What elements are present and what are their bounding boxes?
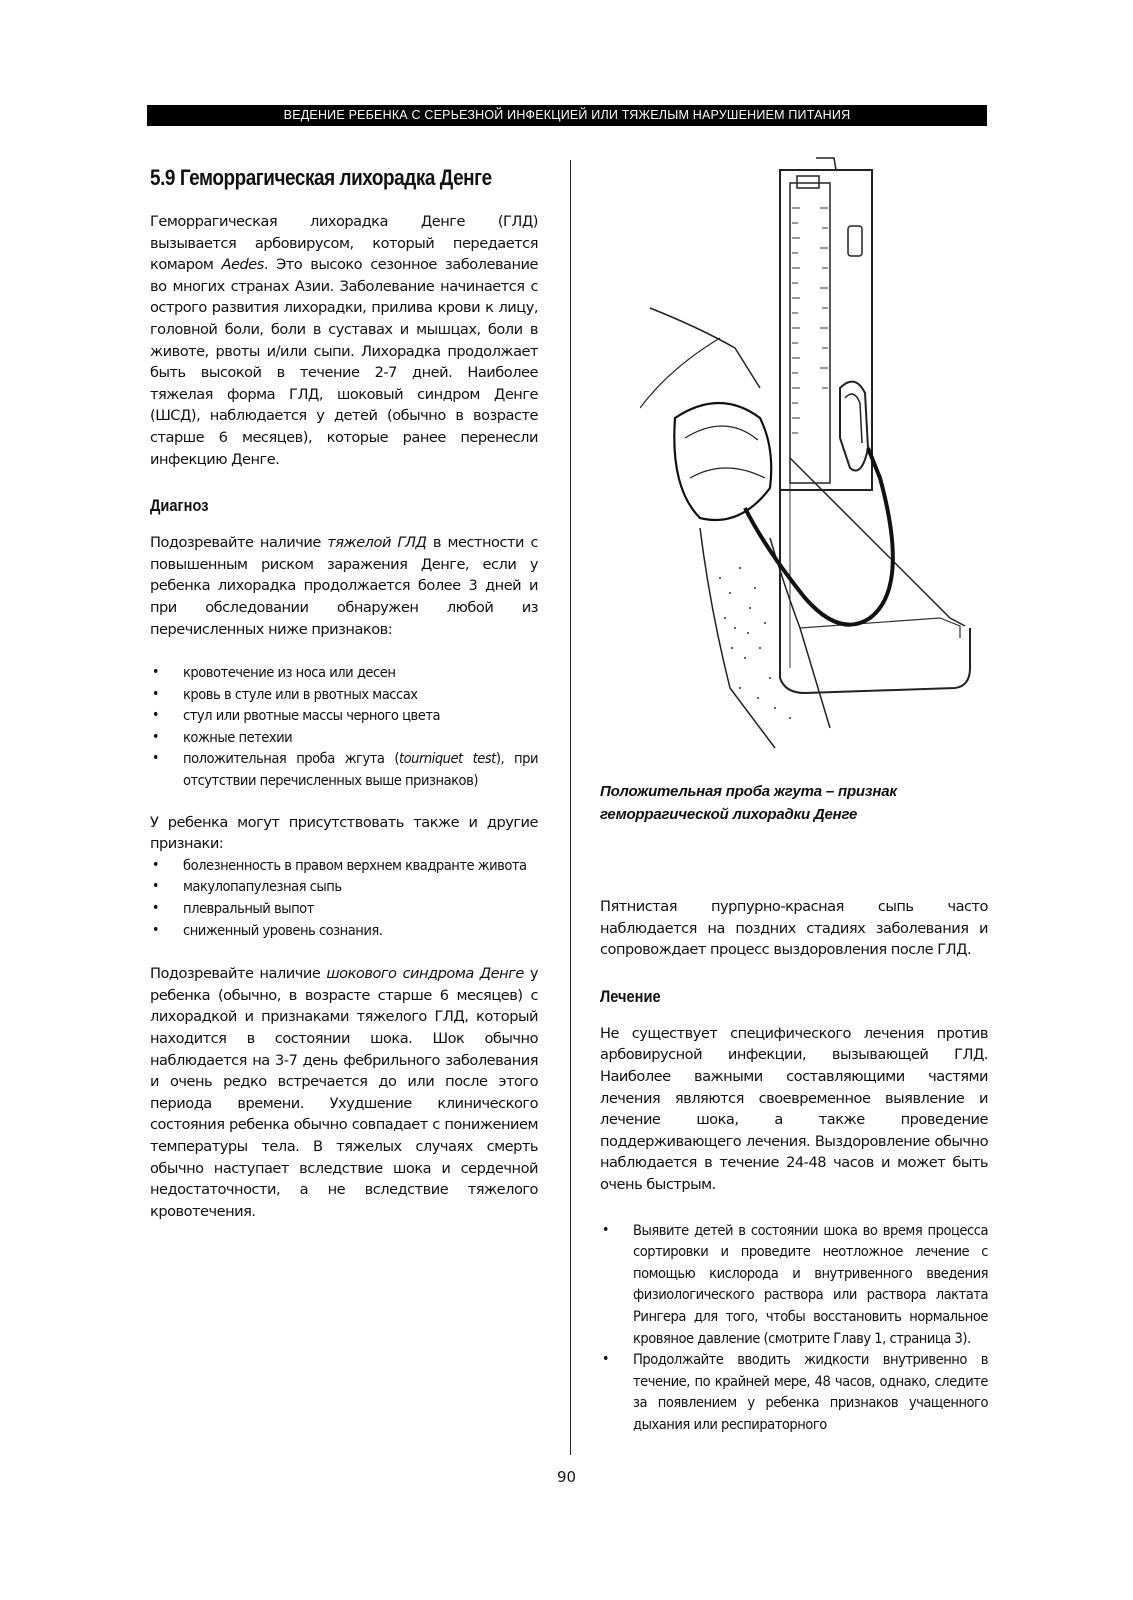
list-item: • макулопапулезная сыпь (150, 876, 538, 898)
left-column (150, 165, 538, 1222)
running-header: ВЕДЕНИЕ РЕБЕНКА С СЕРЬЕЗНОЙ ИНФЕКЦИЕЙ ИЛИ ТЯЖЕЛЫМ НАРУШЕНИЕМ ПИТАНИЯ (147, 105, 987, 126)
right-column (600, 780, 988, 1435)
list-item: • сниженный уровень сознания. (150, 920, 538, 942)
intro-paragraph: Геморрагическая лихорадка Денге (ГЛД) вызывается арбовирусом, который передается комаром Aedes. Это высоко сезонное заболевание во многих странах Азии. Заболевание начинается с острого развития лихорадки, прилива крови к лицу, головной боли, боли в суставах и мышцах, боли в животе, рвоты и/или сыпи. Лихорадка продолжает быть высокой в течение 2-7 дней. Наиболее тяжелая форма ГЛД, шоковый синдром Денге (ШСД), наблюдается у детей (обычно в возрасте старше 6 месяцев), которые ранее перенесли инфекцию Денге. (150, 213, 538, 468)
list-item: • стул или рвотные массы черного цвета (150, 705, 538, 727)
tourniquet-test-illustration (640, 148, 980, 758)
page-number: 90 (556, 1468, 577, 1486)
shock-paragraph: Подозревайте наличие шокового синдрома Денге у ребенка (обычно, в возрасте старше 6 месяцев) с лихорадкой и признаками тяжелого ГЛД, который находится в состоянии шока. Шок обычно наблюдается на 3-7 день фебрильного заболевания и очень редко встречается до или после этого периода времени. Ухудшение клинического состояния ребенка обычно совпадает с понижением температуры тела. В тяжелых случаях смерть обычно наступает вследствие шока и сердечной недостаточности, а не вследствие тяжелого кровотечения. (150, 965, 538, 1220)
list-item: • положительная проба жгута (tourniquet test), при отсутствии перечисленных выше признаков) (150, 748, 538, 791)
treatment-heading: Лечение (600, 986, 661, 1006)
list-item: • кровотечение из носа или десен (150, 662, 538, 684)
treatment-paragraph: Не существует специфического лечения против арбовирусной инфекции, вызывающей ГЛД. Наиболее важными составляющими частями лечения являются своевременное выявление и лечение шока, а также проведение поддерживающего лечения. Выздоровление обычно наблюдается в течение 24-48 часов и может быть очень быстрым. (600, 1024, 988, 1193)
diagnosis-heading: Диагноз (150, 496, 209, 516)
treatment-list (600, 1220, 988, 1436)
figure-caption: Положительная проба жгута – признак геморрагической лихорадки Денге (600, 783, 897, 823)
other-signs-intro: У ребенка могут присутствовать также и другие признаки: (150, 813, 538, 853)
list-item: • кожные петехии (150, 727, 538, 749)
list-item: • кровь в стуле или в рвотных массах (150, 684, 538, 706)
section-title: 5.9 Геморрагическая лихорадка Денге (150, 165, 492, 190)
diagnosis-signs-list (150, 662, 538, 792)
column-divider (570, 160, 571, 1455)
other-signs-list (150, 855, 538, 941)
diagnosis-paragraph: Подозревайте наличие тяжелой ГЛД в местности с повышенным риском заражения Денге, если у ребенка лихорадка продолжается более 3 дней и при обследовании обнаружен любой из перечисленных ниже признаков: (150, 534, 538, 638)
rash-paragraph: Пятнистая пурпурно-красная сыпь часто наблюдается на поздних стадиях заболевания и сопровождает процесс выздоровления после ГЛД. (600, 898, 988, 959)
list-item: • Продолжайте вводить жидкости внутривенно в течение, по крайней мере, 48 часов, однако, следите за появлением у ребенка признаков учащенного дыхания или респираторного (600, 1349, 988, 1435)
list-item: • плевральный выпот (150, 898, 538, 920)
list-item: • болезненность в правом верхнем квадранте живота (150, 855, 538, 877)
list-item: • Выявите детей в состоянии шока во время процесса сортировки и проведите неотложное лечение с помощью кислорода и внутривенного введения физиологического раствора или раствора лактата Рингера для того, чтобы восстановить нормальное кровяное давление (смотрите Главу 1, страница 3). (600, 1220, 988, 1350)
